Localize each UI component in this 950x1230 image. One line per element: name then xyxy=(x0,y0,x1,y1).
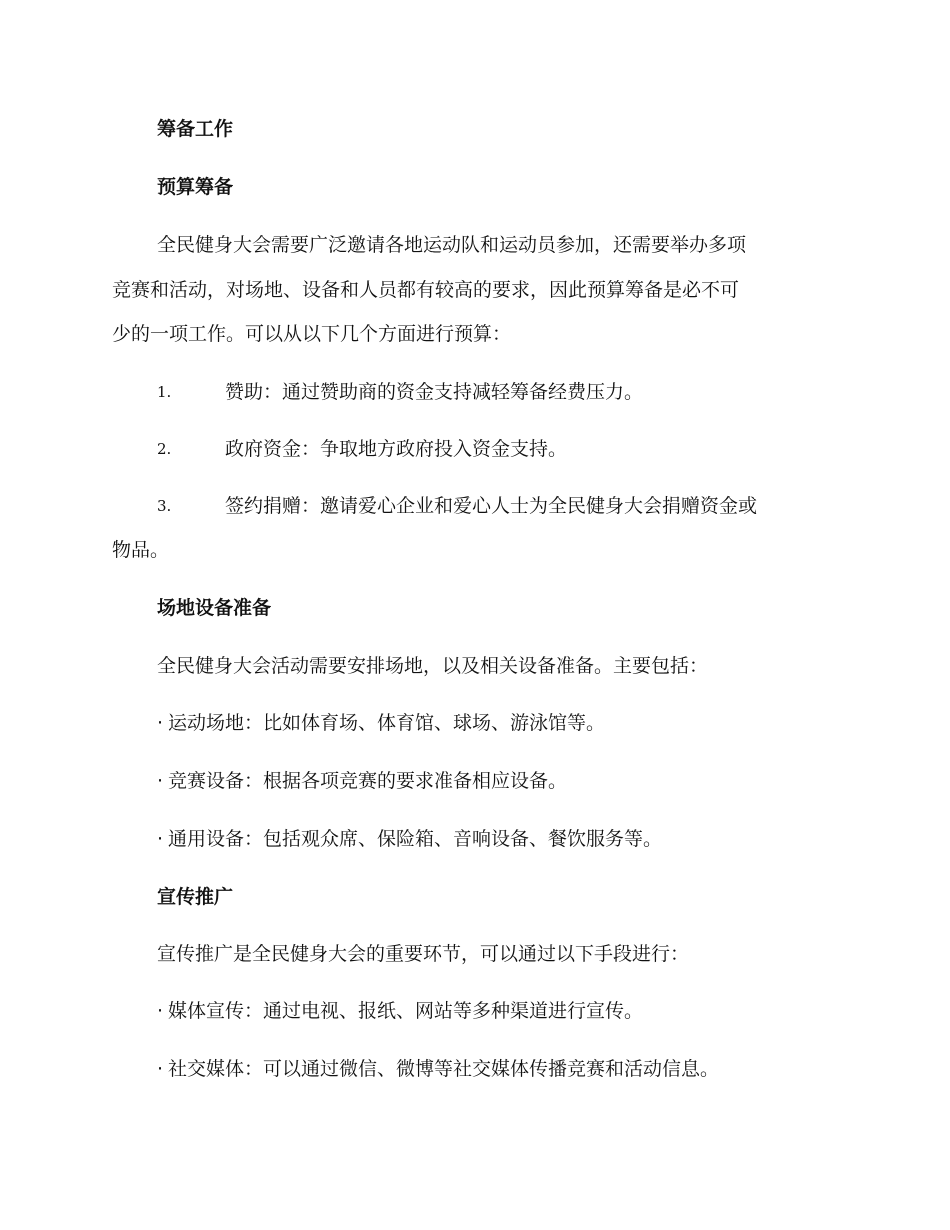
list-item-text: 赞助：通过赞助商的资金支持减轻筹备经费压力。 xyxy=(225,381,644,403)
bullet-icon: · xyxy=(157,1000,164,1022)
list-item-number: 2. xyxy=(157,440,172,458)
list-item xyxy=(157,1055,719,1083)
heading-preparation: 筹备工作 xyxy=(157,118,234,140)
list-item-continuation: 物品。 xyxy=(112,539,170,561)
list-item-text: 政府资金：争取地方政府投入资金支持。 xyxy=(225,438,568,460)
list-item-number: 1. xyxy=(157,383,172,401)
bullet-icon: · xyxy=(157,828,164,850)
budget-paragraph-line-2: 竞赛和活动，对场地、设备和人员都有较高的要求，因此预算筹备是必不可 xyxy=(112,279,740,301)
list-item xyxy=(157,767,567,795)
list-item-text: 签约捐赠：邀请爱心企业和爱心人士为全民健身大会捐赠资金或 xyxy=(225,495,758,517)
heading-budget: 预算筹备 xyxy=(157,176,234,198)
list-item-text: 运动场地：比如体育场、体育馆、球场、游泳馆等。 xyxy=(168,712,606,734)
list-item-text: 通用设备：包括观众席、保险箱、音响设备、餐饮服务等。 xyxy=(168,828,663,850)
venue-paragraph: 全民健身大会活动需要安排场地，以及相关设备准备。主要包括： xyxy=(157,655,709,677)
budget-paragraph-line-3: 少的一项工作。可以从以下几个方面进行预算： xyxy=(112,323,512,345)
promotion-paragraph: 宣传推广是全民健身大会的重要环节，可以通过以下手段进行： xyxy=(157,943,690,965)
bullet-icon: · xyxy=(157,770,164,792)
bullet-icon: · xyxy=(157,712,164,734)
heading-promotion: 宣传推广 xyxy=(157,886,234,908)
budget-paragraph-line-1: 全民健身大会需要广泛邀请各地运动队和运动员参加，还需要举办多项 xyxy=(157,234,747,256)
list-item xyxy=(157,997,643,1025)
bullet-icon: · xyxy=(157,1058,164,1080)
list-item-text: 竞赛设备：根据各项竞赛的要求准备相应设备。 xyxy=(168,770,568,792)
list-item-number: 3. xyxy=(157,497,172,515)
list-item xyxy=(157,825,662,853)
list-item xyxy=(157,709,605,737)
heading-venue: 场地设备准备 xyxy=(157,597,272,619)
list-item-text: 社交媒体：可以通过微信、微博等社交媒体传播竞赛和活动信息。 xyxy=(168,1058,720,1080)
list-item-text: 媒体宣传：通过电视、报纸、网站等多种渠道进行宣传。 xyxy=(168,1000,644,1022)
